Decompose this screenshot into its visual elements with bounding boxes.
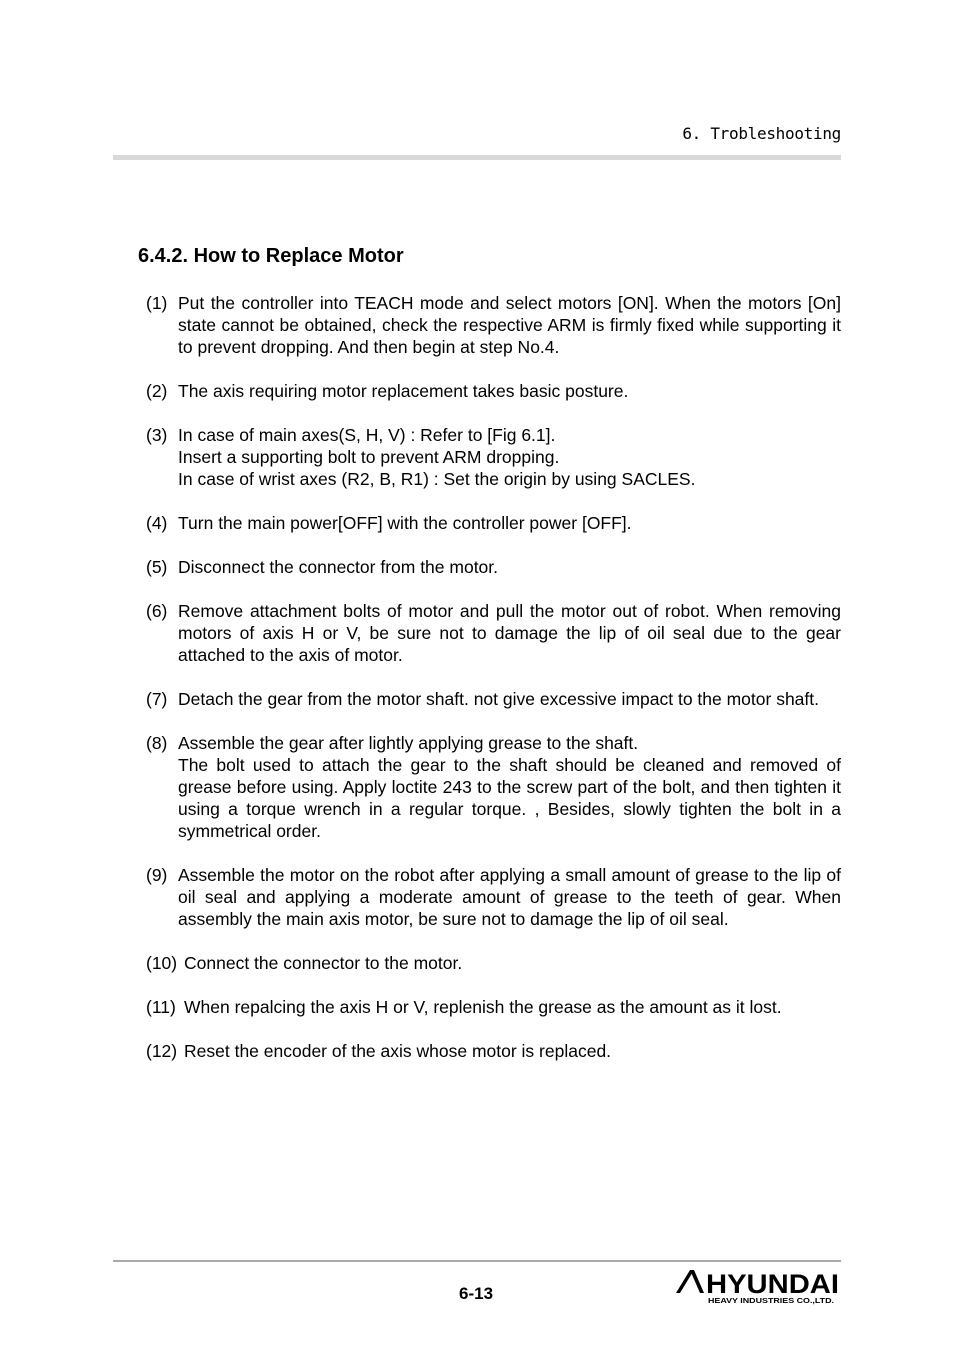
step-number: (5) <box>146 557 168 577</box>
step-item <box>146 424 841 490</box>
step-item <box>146 600 841 666</box>
step-line: Assemble the gear after lightly applying grease to the shaft. <box>178 733 639 753</box>
step-text <box>184 996 841 1018</box>
step-item <box>146 688 841 710</box>
step-text <box>178 732 841 842</box>
step-line: The axis requiring motor replacement takes basic posture. <box>178 381 629 401</box>
step-item <box>146 952 841 974</box>
step-line: Disconnect the connector from the motor. <box>178 557 499 577</box>
section-title: 6.4.2. How to Replace Motor <box>138 245 404 267</box>
step-number: (3) <box>146 425 168 445</box>
step-number: (11) <box>146 997 176 1017</box>
page-number: 6-13 <box>459 1284 494 1303</box>
step-number: (7) <box>146 689 168 709</box>
step-number: (2) <box>146 381 168 401</box>
step-text <box>178 556 841 578</box>
step-line: Reset the encoder of the axis whose motor is replaced. <box>184 1041 612 1061</box>
step-number: (12) <box>146 1041 178 1061</box>
step-item <box>146 864 841 930</box>
step-line: When repalcing the axis H or V, replenish the grease as the amount as it lost. <box>184 997 782 1017</box>
step-line: Remove attachment bolts of motor and pull the motor out of robot. When removing motors of axis H or V, be sure not to damage the lip of oil seal due to the gear attached to the axis of motor. <box>178 601 841 665</box>
step-item <box>146 292 841 358</box>
step-line: Put the controller into TEACH mode and select motors [ON]. When the motors [On] state cannot be obtained, check the respective ARM is firmly fixed while supporting it to prevent dropping. And then begin at step No.4. <box>178 293 841 357</box>
step-line: Turn the main power[OFF] with the controller power [OFF]. <box>178 513 632 533</box>
step-line: Detach the gear from the motor shaft. not give excessive impact to the motor shaft. <box>178 689 819 709</box>
step-number: (8) <box>146 733 168 753</box>
step-text <box>178 380 841 402</box>
logo-wordmark: HYUNDAI <box>706 1269 839 1299</box>
step-line: Connect the connector to the motor. <box>184 953 463 973</box>
step-line: Assemble the motor on the robot after applying a small amount of grease to the lip of oil seal and applying a moderate amount of grease to the teeth of gear. When assembly the main axis motor, be sure not to damage the lip of oil seal. <box>178 865 841 929</box>
step-number: (4) <box>146 513 168 533</box>
step-item <box>146 996 841 1018</box>
triangle-mark-icon <box>676 1270 704 1293</box>
step-text <box>184 952 841 974</box>
step-text <box>178 864 841 930</box>
step-text <box>178 600 841 666</box>
footer-divider <box>113 1260 841 1262</box>
step-text <box>178 688 841 710</box>
header-divider <box>113 155 841 160</box>
running-header: 6. Trobleshooting <box>682 124 841 143</box>
step-line: The bolt used to attach the gear to the shaft should be cleaned and removed of grease before using. Apply loctite 243 to the screw part of the bolt, and then tighten it using a torque wrench in a regular torque. , Besides, slowly tighten the bolt in a symmetrical order. <box>178 755 841 841</box>
step-line: Insert a supporting bolt to prevent ARM dropping. <box>178 447 560 467</box>
step-number: (9) <box>146 865 168 885</box>
step-text <box>184 1040 841 1062</box>
step-text <box>178 292 841 358</box>
step-item <box>146 1040 841 1062</box>
logo-subtitle: HEAVY INDUSTRIES CO.,LTD. <box>708 1298 835 1305</box>
step-number: (10) <box>146 953 178 973</box>
step-item <box>146 556 841 578</box>
step-text <box>178 512 841 534</box>
hyundai-logo <box>675 1268 841 1306</box>
step-item <box>146 380 841 402</box>
step-text <box>178 424 841 490</box>
step-line: In case of wrist axes (R2, B, R1) : Set the origin by using SACLES. <box>178 469 696 489</box>
step-item <box>146 732 841 842</box>
step-line: In case of main axes(S, H, V) : Refer to [Fig 6.1]. <box>178 425 556 445</box>
procedure-steps <box>146 292 841 1084</box>
step-item <box>146 512 841 534</box>
step-number: (1) <box>146 293 168 313</box>
step-number: (6) <box>146 601 168 621</box>
